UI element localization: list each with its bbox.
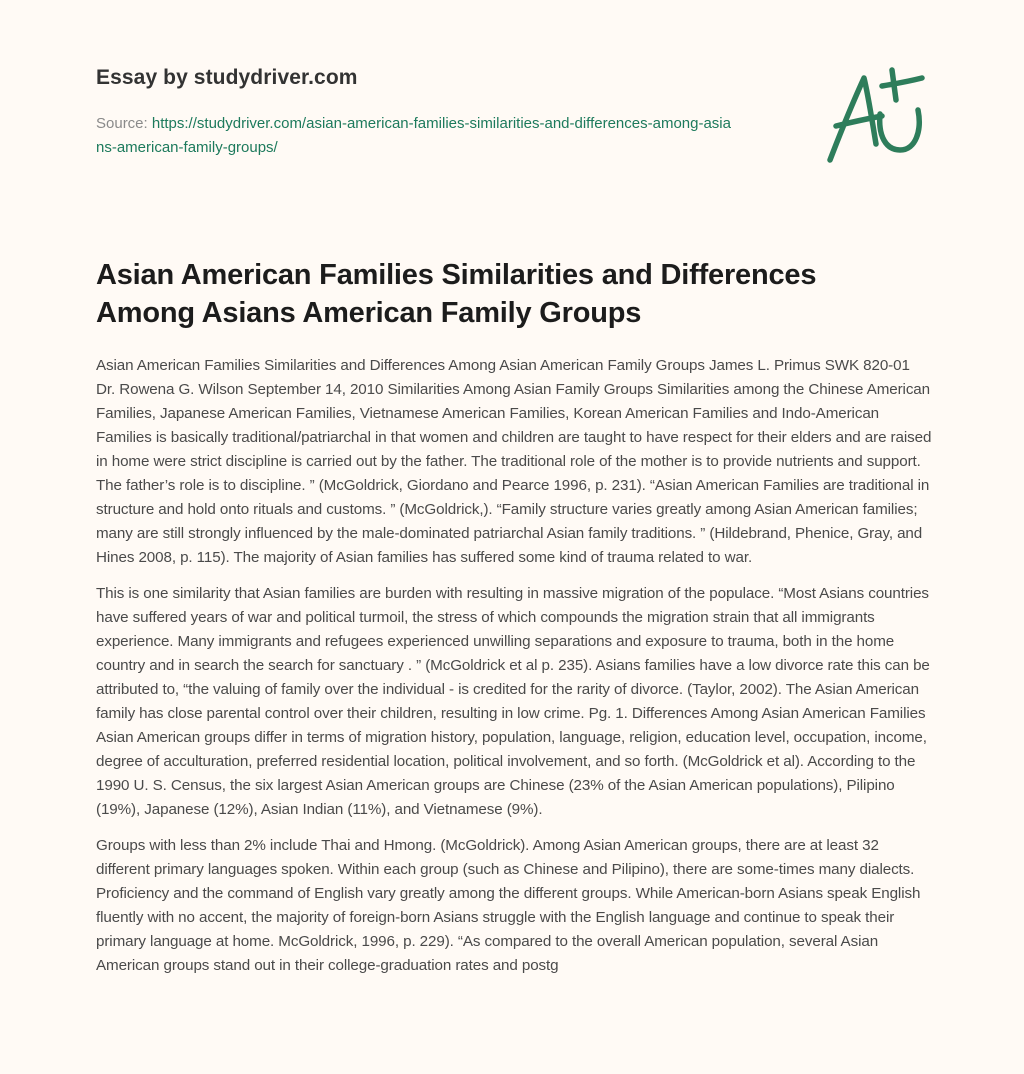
essay-title: Asian American Families Similarities and Differences Among Asians American Family Groups (96, 259, 817, 329)
essay-paragraph: Asian American Families Similarities and Differences Among Asian American Family Groups James L. Primus SWK 820-01 Dr. Rowena G. Wilson September 14, 2010 Similarities Among Asian Family Groups Similarities among the Chinese American Families, Japanese American Families, Vietnamese American Families, Korean American Families and Indo-American Families is basically traditional/patriarchal in that women and children are taught to have respect for their elders and are raised in home were strict discipline is carried out by the father. The traditional role of the mother is to provide nutrients and support. The father’s role is to discipline. ” (McGoldrick, Giordano and Pearce 1996, p. 231). “Asian American Families are traditional in structure and hold onto rituals and customs. ” (McGoldrick,). “Family structure varies greatly among Asian American families; many are still strongly influenced by the male-dominated patriarchal Asian family traditions. ” (Hildebrand, Phenice, Gray, and Hines 2008, p. 115). The majority of Asian families has suffered some kind of trauma related to war. (96, 357, 932, 566)
a-plus-grade-icon (822, 64, 930, 168)
source-link[interactable]: https://studydriver.com/asian-american-families-similarities-and-differences-among-asians-american-family-groups/ (96, 115, 731, 156)
essay-body (96, 354, 932, 990)
essay-paragraph: Groups with less than 2% include Thai and Hmong. (McGoldrick). Among Asian American groups, there are at least 32 different primary languages spoken. Within each group (such as Chinese and Pilipino), there are some-times many dialects. Proficiency and the command of English vary greatly among the different groups. While American-born Asians speak English fluently with no accent, the majority of foreign-born Asians struggle with the English language and continue to speak their primary language at home. McGoldrick, 1996, p. 229). “As compared to the overall American population, several Asian American groups stand out in their college-graduation rates and postg (96, 837, 921, 974)
source-line (96, 112, 736, 160)
essay-paragraph: This is one similarity that Asian families are burden with resulting in massive migration of the populace. “Most Asians countries have suffered years of war and political turmoil, the stress of which compounds the migration strain that all immigrants experience. Many immigrants and refugees experienced unwilling separations and exposure to trauma, both in the home country and in search the search for sanctuary . ” (McGoldrick et al p. 235). Asians families have a low divorce rate this can be attributed to, “the valuing of family over the individual - is credited for the rarity of divorce. (Taylor, 2002). The Asian American family has close parental control over their children, resulting in low crime. Pg. 1. Differences Among Asian American Families Asian American groups differ in terms of migration history, population, language, religion, education level, occupation, income, degree of acculturation, preferred residential location, political involvement, and so forth. (McGoldrick et al). According to the 1990 U. S. Census, the six largest Asian American groups are Chinese (23% of the Asian American populations), Pilipino (19%), Japanese (12%), Asian Indian (11%), and Vietnamese (9%). (96, 585, 930, 818)
site-heading: Essay by studydriver.com (96, 66, 358, 89)
source-label: Source: (96, 115, 152, 132)
